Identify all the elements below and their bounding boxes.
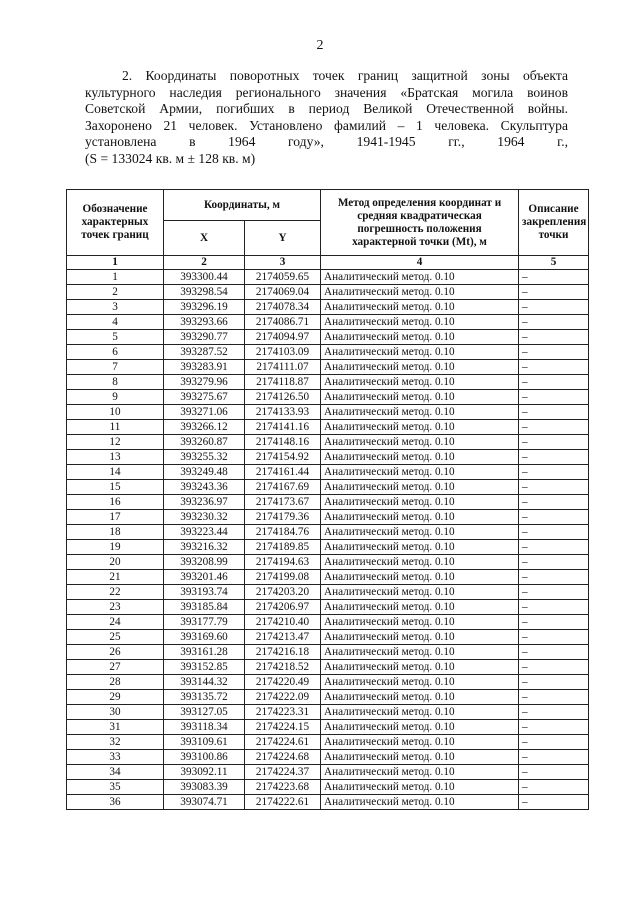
cell-x: 393296.19 — [164, 300, 245, 315]
cell-method: Аналитический метод. 0.10 — [321, 780, 519, 795]
table-row — [67, 765, 589, 780]
cell-x: 393279.96 — [164, 375, 245, 390]
cell-description: – — [519, 780, 589, 795]
cell-x: 393298.54 — [164, 285, 245, 300]
cell-method: Аналитический метод. 0.10 — [321, 270, 519, 285]
cell-x: 393177.79 — [164, 615, 245, 630]
cell-point-number: 36 — [67, 795, 164, 810]
cell-point-number: 28 — [67, 675, 164, 690]
cell-point-number: 18 — [67, 525, 164, 540]
cell-y: 2174223.68 — [245, 780, 321, 795]
table-row — [67, 795, 589, 810]
cell-y: 2174203.20 — [245, 585, 321, 600]
cell-point-number: 7 — [67, 360, 164, 375]
cell-x: 393283.91 — [164, 360, 245, 375]
cell-x: 393201.46 — [164, 570, 245, 585]
table-row — [67, 390, 589, 405]
table-row — [67, 615, 589, 630]
cell-x: 393208.99 — [164, 555, 245, 570]
cell-x: 393255.32 — [164, 450, 245, 465]
intro-line: 2. Координаты поворотных точек границ защитной зоны объекта — [122, 68, 568, 83]
cell-method: Аналитический метод. 0.10 — [321, 405, 519, 420]
intro-paragraph — [85, 68, 568, 168]
cell-description: – — [519, 705, 589, 720]
cell-description: – — [519, 600, 589, 615]
cell-method: Аналитический метод. 0.10 — [321, 600, 519, 615]
cell-point-number: 4 — [67, 315, 164, 330]
table-row — [67, 525, 589, 540]
intro-line: установлена в 1964 году», 1941-1945 гг., 1964 г., — [85, 134, 568, 150]
cell-description: – — [519, 765, 589, 780]
cell-method: Аналитический метод. 0.10 — [321, 585, 519, 600]
cell-method: Аналитический метод. 0.10 — [321, 465, 519, 480]
table-row — [67, 405, 589, 420]
cell-y: 2174094.97 — [245, 330, 321, 345]
cell-description: – — [519, 315, 589, 330]
cell-description: – — [519, 375, 589, 390]
cell-method: Аналитический метод. 0.10 — [321, 750, 519, 765]
cell-y: 2174111.07 — [245, 360, 321, 375]
cell-point-number: 9 — [67, 390, 164, 405]
coordinates-table — [66, 189, 589, 810]
cell-point-number: 16 — [67, 495, 164, 510]
table-row — [67, 690, 589, 705]
cell-x: 393293.66 — [164, 315, 245, 330]
cell-method: Аналитический метод. 0.10 — [321, 420, 519, 435]
cell-x: 393144.32 — [164, 675, 245, 690]
cell-method: Аналитический метод. 0.10 — [321, 510, 519, 525]
cell-y: 2174133.93 — [245, 405, 321, 420]
header-method: Метод определения координат и средняя квадратическая погрешность положения характерной точки (Mt), м — [321, 190, 519, 256]
table-row — [67, 750, 589, 765]
cell-y: 2174210.40 — [245, 615, 321, 630]
cell-x: 393185.84 — [164, 600, 245, 615]
column-number: 2 — [164, 256, 245, 270]
cell-y: 2174224.37 — [245, 765, 321, 780]
header-x: X — [164, 221, 245, 256]
cell-x: 393152.85 — [164, 660, 245, 675]
cell-y: 2174118.87 — [245, 375, 321, 390]
cell-description: – — [519, 525, 589, 540]
cell-point-number: 17 — [67, 510, 164, 525]
cell-x: 393127.05 — [164, 705, 245, 720]
table-row — [67, 540, 589, 555]
cell-description: – — [519, 270, 589, 285]
cell-y: 2174216.18 — [245, 645, 321, 660]
cell-description: – — [519, 495, 589, 510]
cell-method: Аналитический метод. 0.10 — [321, 300, 519, 315]
intro-line: культурного наследия регионального значения «Братская могила воинов — [85, 84, 568, 100]
cell-y: 2174126.50 — [245, 390, 321, 405]
table-row — [67, 285, 589, 300]
cell-method: Аналитический метод. 0.10 — [321, 360, 519, 375]
cell-x: 393169.60 — [164, 630, 245, 645]
cell-description: – — [519, 720, 589, 735]
cell-y: 2174223.31 — [245, 705, 321, 720]
table-row — [67, 720, 589, 735]
cell-x: 393083.39 — [164, 780, 245, 795]
cell-point-number: 13 — [67, 450, 164, 465]
cell-method: Аналитический метод. 0.10 — [321, 480, 519, 495]
cell-method: Аналитический метод. 0.10 — [321, 315, 519, 330]
cell-x: 393230.32 — [164, 510, 245, 525]
table-row — [67, 630, 589, 645]
cell-y: 2174222.61 — [245, 795, 321, 810]
cell-description: – — [519, 630, 589, 645]
cell-y: 2174141.16 — [245, 420, 321, 435]
cell-description: – — [519, 555, 589, 570]
table-row — [67, 465, 589, 480]
cell-y: 2174218.52 — [245, 660, 321, 675]
cell-point-number: 20 — [67, 555, 164, 570]
table-row — [67, 450, 589, 465]
cell-y: 2174069.04 — [245, 285, 321, 300]
intro-line: (S = 133024 кв. м ± 128 кв. м) — [85, 150, 256, 166]
cell-x: 393092.11 — [164, 765, 245, 780]
cell-method: Аналитический метод. 0.10 — [321, 330, 519, 345]
cell-point-number: 8 — [67, 375, 164, 390]
cell-method: Аналитический метод. 0.10 — [321, 390, 519, 405]
cell-x: 393100.86 — [164, 750, 245, 765]
header-designation: Обозначение характерных точек границ — [67, 190, 164, 256]
cell-point-number: 29 — [67, 690, 164, 705]
cell-x: 393216.32 — [164, 540, 245, 555]
header-coordinates: Координаты, м — [164, 190, 321, 221]
table-row — [67, 675, 589, 690]
cell-description: – — [519, 465, 589, 480]
cell-x: 393109.61 — [164, 735, 245, 750]
cell-description: – — [519, 360, 589, 375]
cell-point-number: 33 — [67, 750, 164, 765]
cell-y: 2174173.67 — [245, 495, 321, 510]
cell-description: – — [519, 645, 589, 660]
cell-method: Аналитический метод. 0.10 — [321, 645, 519, 660]
cell-description: – — [519, 675, 589, 690]
table-row — [67, 420, 589, 435]
table-row — [67, 780, 589, 795]
cell-y: 2174161.44 — [245, 465, 321, 480]
table-row — [67, 585, 589, 600]
cell-x: 393193.74 — [164, 585, 245, 600]
cell-x: 393300.44 — [164, 270, 245, 285]
cell-x: 393135.72 — [164, 690, 245, 705]
intro-line: Захоронено 21 человек. Установлено фамилий – 1 человека. Скульптура — [85, 117, 568, 133]
cell-point-number: 12 — [67, 435, 164, 450]
cell-method: Аналитический метод. 0.10 — [321, 765, 519, 780]
cell-description: – — [519, 660, 589, 675]
cell-description: – — [519, 420, 589, 435]
table-row — [67, 570, 589, 585]
cell-description: – — [519, 285, 589, 300]
cell-point-number: 6 — [67, 345, 164, 360]
cell-point-number: 24 — [67, 615, 164, 630]
cell-point-number: 19 — [67, 540, 164, 555]
cell-description: – — [519, 540, 589, 555]
table-row — [67, 330, 589, 345]
cell-y: 2174103.09 — [245, 345, 321, 360]
cell-method: Аналитический метод. 0.10 — [321, 795, 519, 810]
cell-point-number: 5 — [67, 330, 164, 345]
cell-x: 393249.48 — [164, 465, 245, 480]
cell-description: – — [519, 480, 589, 495]
table-body — [67, 270, 589, 810]
column-number: 4 — [321, 256, 519, 270]
table-row — [67, 660, 589, 675]
table-row — [67, 600, 589, 615]
cell-y: 2174078.34 — [245, 300, 321, 315]
cell-point-number: 21 — [67, 570, 164, 585]
cell-method: Аналитический метод. 0.10 — [321, 705, 519, 720]
cell-method: Аналитический метод. 0.10 — [321, 540, 519, 555]
cell-description: – — [519, 510, 589, 525]
cell-point-number: 22 — [67, 585, 164, 600]
cell-point-number: 34 — [67, 765, 164, 780]
cell-point-number: 35 — [67, 780, 164, 795]
cell-x: 393243.36 — [164, 480, 245, 495]
cell-method: Аналитический метод. 0.10 — [321, 660, 519, 675]
cell-y: 2174148.16 — [245, 435, 321, 450]
cell-method: Аналитический метод. 0.10 — [321, 570, 519, 585]
cell-description: – — [519, 390, 589, 405]
cell-y: 2174224.15 — [245, 720, 321, 735]
cell-y: 2174222.09 — [245, 690, 321, 705]
cell-method: Аналитический метод. 0.10 — [321, 285, 519, 300]
cell-method: Аналитический метод. 0.10 — [321, 435, 519, 450]
table-row — [67, 345, 589, 360]
cell-y: 2174220.49 — [245, 675, 321, 690]
cell-method: Аналитический метод. 0.10 — [321, 345, 519, 360]
cell-point-number: 30 — [67, 705, 164, 720]
cell-point-number: 25 — [67, 630, 164, 645]
cell-method: Аналитический метод. 0.10 — [321, 495, 519, 510]
table-row — [67, 645, 589, 660]
cell-y: 2174206.97 — [245, 600, 321, 615]
cell-x: 393118.34 — [164, 720, 245, 735]
cell-description: – — [519, 750, 589, 765]
table-row — [67, 435, 589, 450]
cell-point-number: 3 — [67, 300, 164, 315]
cell-y: 2174059.65 — [245, 270, 321, 285]
cell-y: 2174224.68 — [245, 750, 321, 765]
cell-x: 393223.44 — [164, 525, 245, 540]
cell-method: Аналитический метод. 0.10 — [321, 630, 519, 645]
cell-description: – — [519, 300, 589, 315]
table-row — [67, 300, 589, 315]
cell-point-number: 10 — [67, 405, 164, 420]
cell-description: – — [519, 405, 589, 420]
table-row — [67, 375, 589, 390]
cell-x: 393290.77 — [164, 330, 245, 345]
cell-method: Аналитический метод. 0.10 — [321, 675, 519, 690]
cell-description: – — [519, 330, 589, 345]
cell-y: 2174167.69 — [245, 480, 321, 495]
table-row — [67, 735, 589, 750]
cell-x: 393266.12 — [164, 420, 245, 435]
cell-x: 393161.28 — [164, 645, 245, 660]
cell-method: Аналитический метод. 0.10 — [321, 735, 519, 750]
cell-y: 2174086.71 — [245, 315, 321, 330]
cell-point-number: 32 — [67, 735, 164, 750]
cell-method: Аналитический метод. 0.10 — [321, 615, 519, 630]
cell-description: – — [519, 435, 589, 450]
cell-point-number: 15 — [67, 480, 164, 495]
cell-y: 2174154.92 — [245, 450, 321, 465]
cell-x: 393271.06 — [164, 405, 245, 420]
cell-description: – — [519, 345, 589, 360]
cell-description: – — [519, 570, 589, 585]
table-row — [67, 270, 589, 285]
header-description: Описание закрепления точки — [519, 190, 589, 256]
column-number: 5 — [519, 256, 589, 270]
table-row — [67, 315, 589, 330]
cell-method: Аналитический метод. 0.10 — [321, 690, 519, 705]
table-row — [67, 480, 589, 495]
cell-y: 2174179.36 — [245, 510, 321, 525]
cell-description: – — [519, 690, 589, 705]
cell-description: – — [519, 585, 589, 600]
intro-line: Советской Армии, погибших в период Великой Отечественной войны. — [85, 101, 568, 117]
cell-method: Аналитический метод. 0.10 — [321, 450, 519, 465]
cell-point-number: 11 — [67, 420, 164, 435]
cell-x: 393074.71 — [164, 795, 245, 810]
cell-description: – — [519, 735, 589, 750]
cell-description: – — [519, 795, 589, 810]
cell-point-number: 27 — [67, 660, 164, 675]
cell-method: Аналитический метод. 0.10 — [321, 555, 519, 570]
table-row — [67, 705, 589, 720]
header-y: Y — [245, 221, 321, 256]
cell-point-number: 1 — [67, 270, 164, 285]
table-row — [67, 510, 589, 525]
cell-description: – — [519, 450, 589, 465]
cell-y: 2174213.47 — [245, 630, 321, 645]
cell-y: 2174194.63 — [245, 555, 321, 570]
cell-y: 2174189.85 — [245, 540, 321, 555]
cell-point-number: 14 — [67, 465, 164, 480]
cell-y: 2174184.76 — [245, 525, 321, 540]
cell-y: 2174224.61 — [245, 735, 321, 750]
page-number: 2 — [316, 38, 324, 53]
table-row — [67, 495, 589, 510]
cell-point-number: 26 — [67, 645, 164, 660]
cell-x: 393275.67 — [164, 390, 245, 405]
column-number: 3 — [245, 256, 321, 270]
cell-description: – — [519, 615, 589, 630]
cell-method: Аналитический метод. 0.10 — [321, 525, 519, 540]
table-row — [67, 555, 589, 570]
cell-x: 393236.97 — [164, 495, 245, 510]
cell-method: Аналитический метод. 0.10 — [321, 720, 519, 735]
column-number: 1 — [67, 256, 164, 270]
table-row — [67, 360, 589, 375]
cell-x: 393260.87 — [164, 435, 245, 450]
cell-point-number: 31 — [67, 720, 164, 735]
cell-point-number: 2 — [67, 285, 164, 300]
cell-method: Аналитический метод. 0.10 — [321, 375, 519, 390]
cell-y: 2174199.08 — [245, 570, 321, 585]
cell-point-number: 23 — [67, 600, 164, 615]
cell-x: 393287.52 — [164, 345, 245, 360]
